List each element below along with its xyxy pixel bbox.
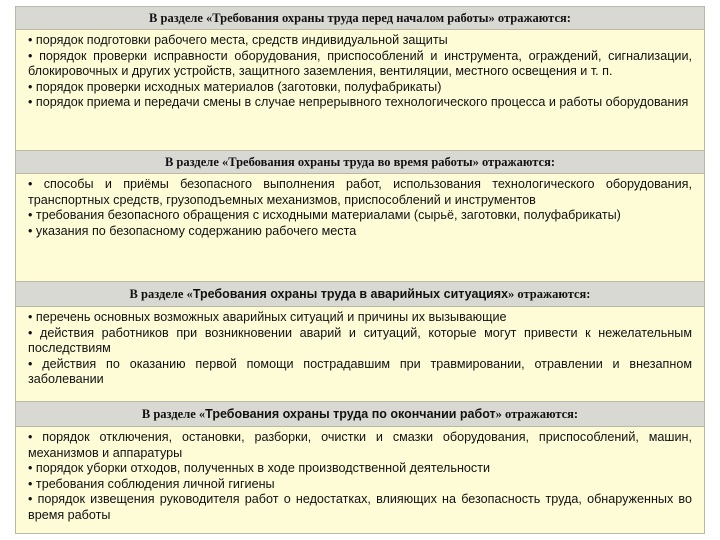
list-item: • перечень основных возможных аварийных ситуаций и причины их вызывающие xyxy=(28,310,692,326)
header-suffix: » отражаются: xyxy=(508,286,591,301)
section-body-before-work xyxy=(16,30,704,151)
section-body-after-work xyxy=(16,427,704,533)
header-suffix: » отражаются: xyxy=(495,406,579,421)
header-text: В разделе «Требования охраны труда во время работы» отражаются: xyxy=(164,154,556,169)
list-item: • порядок отключения, остановки, разборки, очистки и смазки оборудования, приспособлений, машин, механизмов и аппаратуры xyxy=(28,430,692,461)
list-item: • действия работников при возникновении аварий и ситуаций, которые могут привести к нежелательным последствиям xyxy=(28,326,692,357)
header-prefix: В разделе « xyxy=(129,286,193,301)
section-header-emergency xyxy=(16,282,704,307)
list-item: • указания по безопасному содержанию рабочего места xyxy=(28,224,692,240)
section-header-during-work xyxy=(16,151,704,174)
header-title: Требования охраны труда по окончании работ xyxy=(205,406,496,421)
list-item: • порядок извещения руководителя работ о недостатках, влияющих на безопасность труда, обнаруженных во время работы xyxy=(28,492,692,523)
requirements-table xyxy=(15,6,705,534)
list-item: • действия по оказанию первой помощи пострадавшим при травмировании, отравлении и внезапном заболевании xyxy=(28,357,692,388)
list-item: • способы и приёмы безопасного выполнения работ, использования технологического оборудования, транспортных средств, грузоподъемных механизмов, приспособлений и инструментов xyxy=(28,177,692,208)
list-item: • порядок приема и передачи смены в случае непрерывного технологического процесса и работы оборудования xyxy=(28,95,692,111)
header-text xyxy=(142,407,578,422)
header-title: Требования охраны труда в аварийных ситуациях xyxy=(192,286,509,301)
header-prefix: В разделе « xyxy=(141,406,206,421)
header-text xyxy=(130,287,591,302)
section-body-emergency xyxy=(16,307,704,402)
header-text: В разделе «Требования охраны труда перед началом работы» отражаются: xyxy=(149,10,571,25)
list-item: • порядок подготовки рабочего места, средств индивидуальной защиты xyxy=(28,33,692,49)
list-item: • требования соблюдения личной гигиены xyxy=(28,477,692,493)
list-item: • требования безопасного обращения с исходными материалами (сырьё, заготовки, полуфабрикаты) xyxy=(28,208,692,224)
section-body-during-work xyxy=(16,174,704,282)
list-item: • порядок проверки исходных материалов (заготовки, полуфабрикаты) xyxy=(28,80,692,96)
section-header-before-work xyxy=(16,7,704,30)
section-header-after-work xyxy=(16,402,704,427)
list-item: • порядок проверки исправности оборудования, приспособлений и инструмента, ограждений, сигнализации, блокировочных и других устройств, защитного заземления, вентиляции, местного освещения и т. п. xyxy=(28,49,692,80)
list-item: • порядок уборки отходов, полученных в ходе производственной деятельности xyxy=(28,461,692,477)
